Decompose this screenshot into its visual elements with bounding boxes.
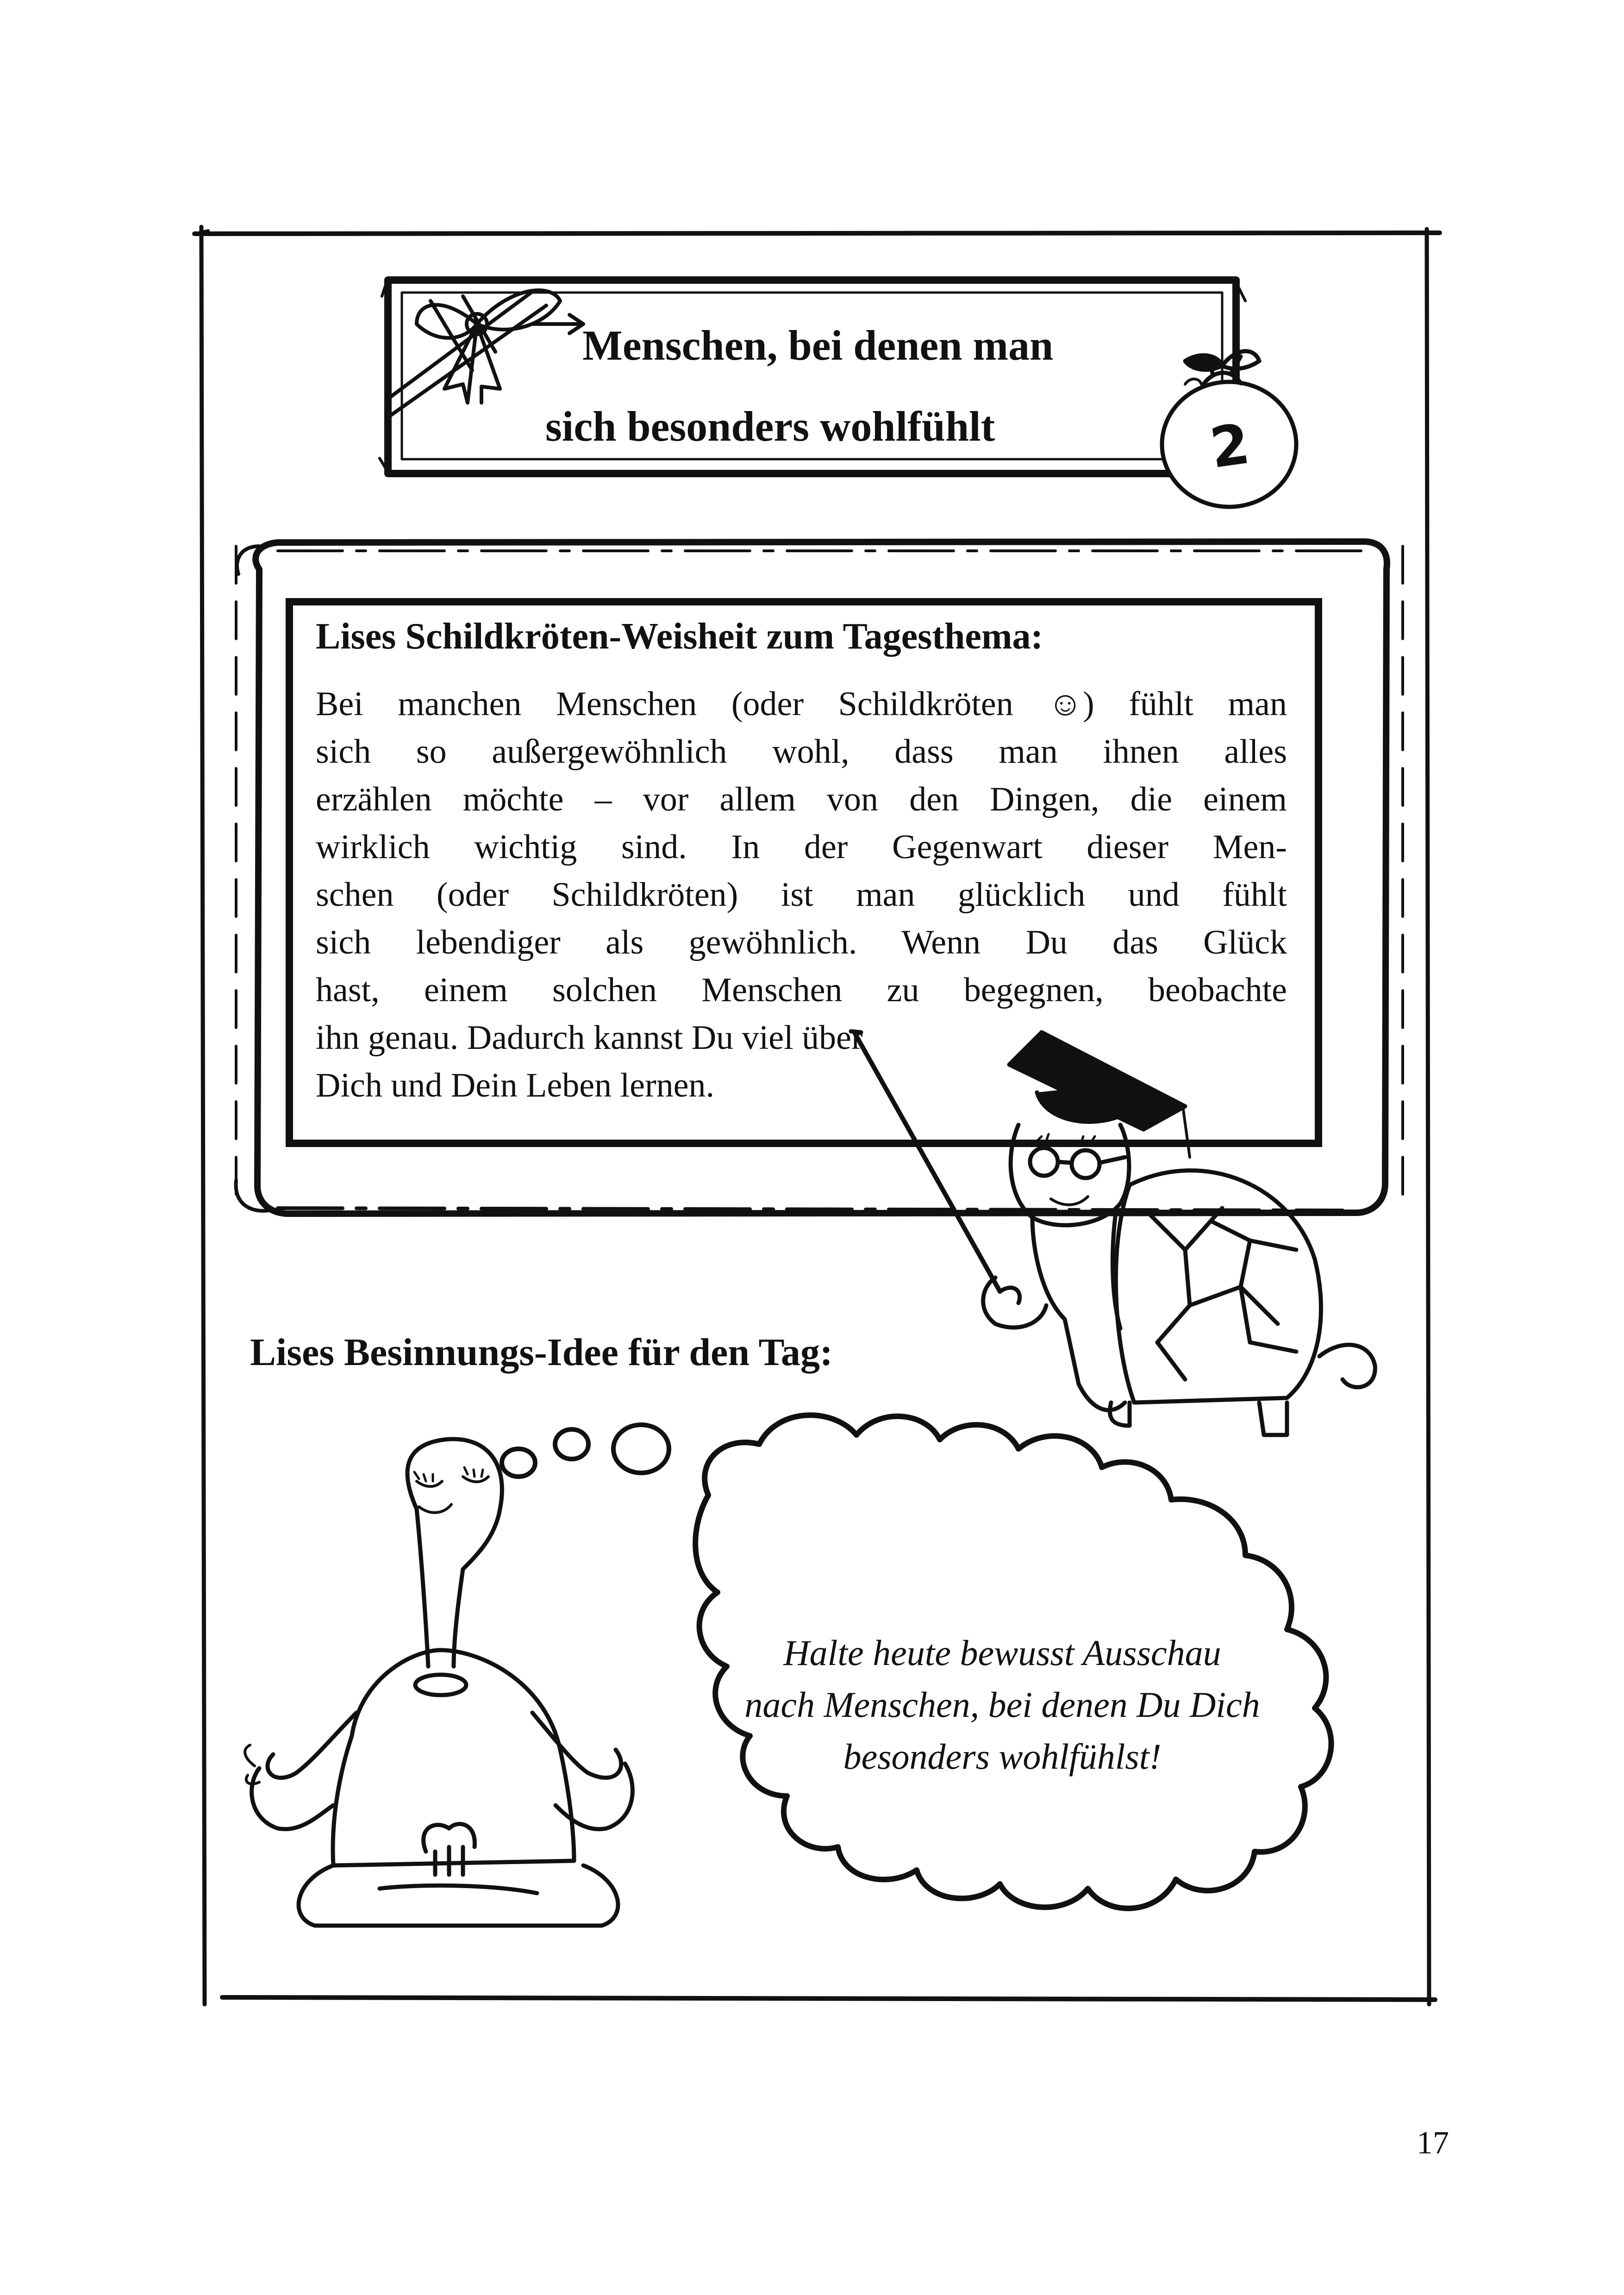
title-line-1: Menschen, bei denen man [582,322,1054,369]
wisdom-line: erzählen möchte – vor allem von den Dingen, die einem [316,780,1287,818]
wisdom-line: schen (oder Schildkröten) ist man glücklich und fühlt [316,876,1287,914]
wisdom-line: Bei manchen Menschen (oder Schildkröten ☺) fühlt man [316,685,1287,723]
day-number-badge: 2 [1206,412,1254,481]
thought-line: Halte heute bewusst Ausschau [783,1633,1221,1673]
wisdom-line: sich lebendiger als gewöhnlich. Wenn Du das Glück [316,923,1287,961]
idea-heading: Lises Besinnungs-Idee für den Tag: [250,1331,833,1374]
page-number: 17 [1417,2125,1449,2161]
wisdom-heading: Lises Schildkröten-Weisheit zum Tagesthema: [316,616,1043,657]
title-line-2: sich besonders wohlfühlt [545,403,995,450]
wisdom-line: Dich und Dein Leben lernen. [316,1066,714,1104]
wisdom-line: wirklich wichtig sind. In der Gegenwart dieser Men- [316,828,1287,866]
wisdom-line: hast, einem solchen Menschen zu begegnen, beobachte [316,971,1287,1009]
thought-line: besonders wohlfühlst! [843,1736,1162,1777]
wisdom-line: ihn genau. Dadurch kannst Du viel über [316,1019,863,1057]
wisdom-line: sich so außergewöhnlich wohl, dass man ihnen alles [316,733,1287,771]
thought-line: nach Menschen, bei denen Du Dich [744,1684,1260,1725]
